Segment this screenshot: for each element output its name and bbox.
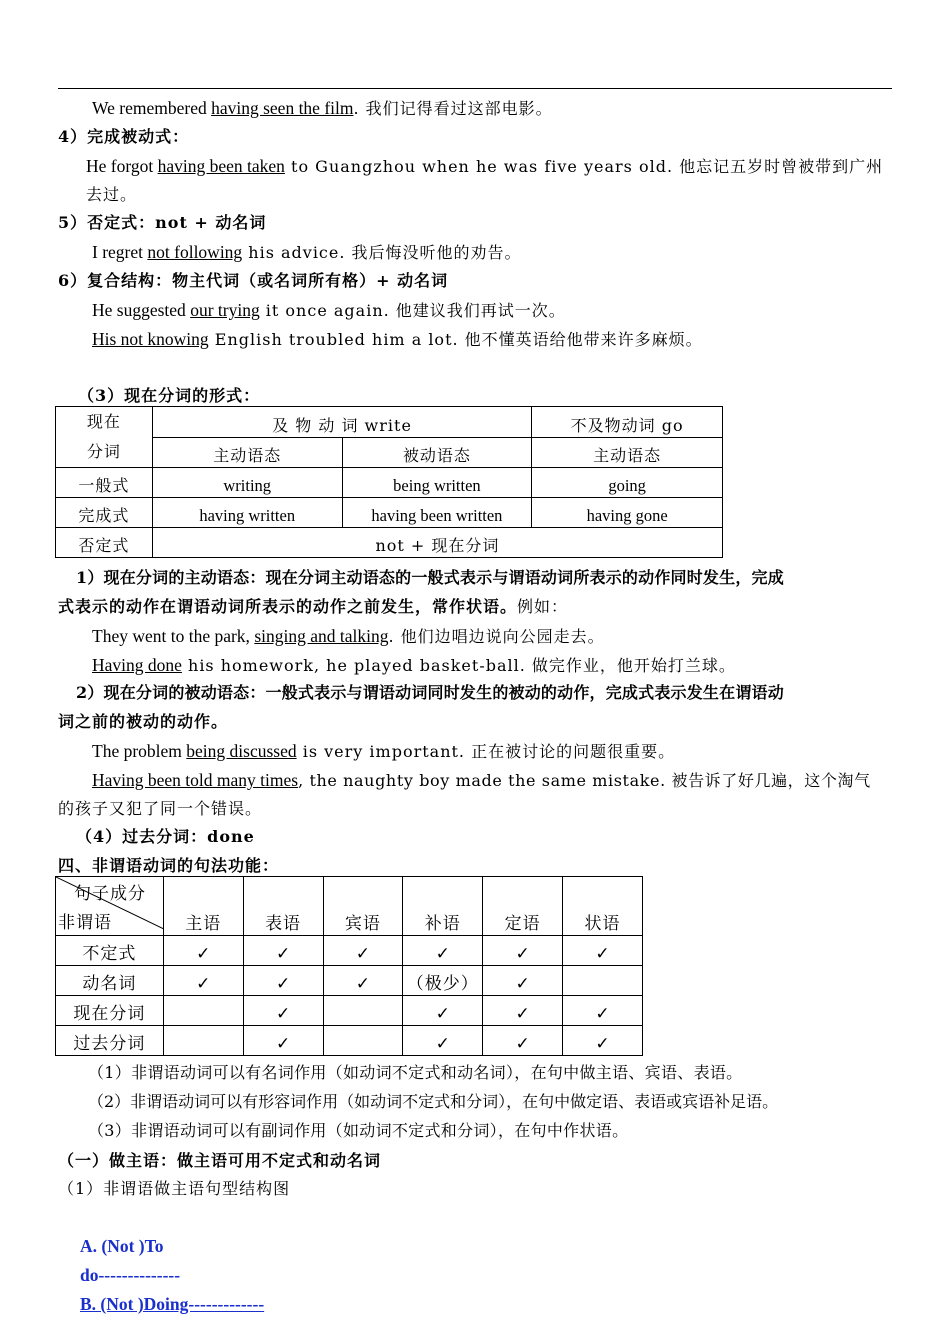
participle-forms-table <box>55 406 723 558</box>
column-header: 宾语 <box>323 877 403 936</box>
paragraph: 式表示的动作在谓语动词所表示的动作之前发生，常作状语。例如： <box>58 597 569 616</box>
table-row: 一般式 writing being written going <box>56 468 723 498</box>
note-line: （1）非谓语动词可以有名词作用（如动词不定式和动名词），在句中做主语、宾语、表语。 <box>88 1063 743 1082</box>
section-heading: 四、非谓语动词的句法功能： <box>58 856 280 875</box>
column-header: 主语 <box>163 877 243 936</box>
paragraph: 1）现在分词的主动语态：现在分词主动语态的一般式表示与谓语动词所表示的动作同时发生，完成 <box>76 568 784 587</box>
note-line: （3）非谓语动词可以有副词作用（如动词不定式和分词），在句中作状语。 <box>88 1121 629 1140</box>
example-line: Having been told many times, the naughty boy made the same mistake. 被告诉了好几遍，这个淘气 <box>92 770 871 790</box>
section-heading: 4）完成被动式： <box>58 127 190 146</box>
table-row: 不定式 ✓ ✓ ✓ ✓ ✓ ✓ <box>56 936 643 966</box>
section-heading: （4）过去分词：done <box>76 827 255 846</box>
passive-voice-header: 被动语态 <box>342 437 532 468</box>
note-line: （2）非谓语动词可以有形容词作用（如动词不定式和分词），在句中做定语、表语或宾语补足语。 <box>88 1092 779 1111</box>
example-line: Having done his homework, he played basket-ball. 做完作业，他开始打兰球。 <box>92 655 736 675</box>
table-row: 动名词 ✓ ✓ ✓ （极少） ✓ <box>56 966 643 996</box>
active-voice-header: 主动语态 <box>152 437 342 468</box>
table-row: 否定式 not + 现在分词 <box>56 528 723 558</box>
example-line-cont: 的孩子又犯了同一个错误。 <box>58 799 263 818</box>
column-header: 补语 <box>403 877 483 936</box>
example-line-cont: 去过。 <box>86 185 138 204</box>
diagonal-header-cell: 句子成分 非谓语 <box>56 877 164 936</box>
active-voice-header: 主动语态 <box>532 437 723 468</box>
example-line: He suggested our trying it once again. 他建议我们再试一次。 <box>92 300 566 320</box>
column-header: 定语 <box>483 877 563 936</box>
structure-item-a: A. (Not )To <box>80 1236 164 1256</box>
row-header: 现在 分词 <box>56 407 153 468</box>
example-line: The problem being discussed is very important. 正在被讨论的问题很重要。 <box>92 741 676 761</box>
transitive-header: 及 物 动 词 write <box>152 407 531 438</box>
section-heading: （一）做主语：做主语可用不定式和动名词 <box>58 1151 382 1170</box>
table-row: 完成式 having written having been written having gone <box>56 498 723 528</box>
example-line: He forgot having been taken to Guangzhou when he was five years old. 他忘记五岁时曾被带到广州 <box>86 156 884 176</box>
section-heading: 6）复合结构：物主代词（或名词所有格）+ 动名词 <box>58 271 449 290</box>
structure-item-a-cont: do-------------- <box>80 1265 181 1285</box>
paragraph: 词之前的被动的动作。 <box>58 712 229 731</box>
example-line: I regret not following his advice. 我后悔没听他的劝告。 <box>92 242 522 262</box>
intransitive-header: 不及物动词 go <box>532 407 723 438</box>
paragraph: 2）现在分词的被动语态：一般式表示与谓语动词同时发生的被动的动作，完成式表示发生在谓语动 <box>76 683 784 702</box>
example-line: His not knowing English troubled him a lot. 他不懂英语给他带来许多麻烦。 <box>92 329 703 349</box>
table-row: 过去分词 ✓ ✓ ✓ ✓ <box>56 1026 643 1056</box>
header-rule <box>58 88 892 89</box>
section-heading: （3）现在分词的形式： <box>78 386 261 405</box>
table-row: 现在分词 ✓ ✓ ✓ ✓ <box>56 996 643 1026</box>
section-subheading: （1）非谓语做主语句型结构图 <box>58 1179 291 1198</box>
section-heading: 5）否定式：not + 动名词 <box>58 213 267 232</box>
structure-item-b[interactable]: B. (Not )Doing------------- <box>80 1294 265 1314</box>
column-header: 表语 <box>243 877 323 936</box>
example-line: They went to the park, singing and talking. 他们边唱边说向公园走去。 <box>92 626 605 646</box>
column-header: 状语 <box>563 877 643 936</box>
example-line: We remembered having seen the film. 我们记得看过这部电影。 <box>92 98 553 118</box>
syntactic-function-table <box>55 876 643 1056</box>
